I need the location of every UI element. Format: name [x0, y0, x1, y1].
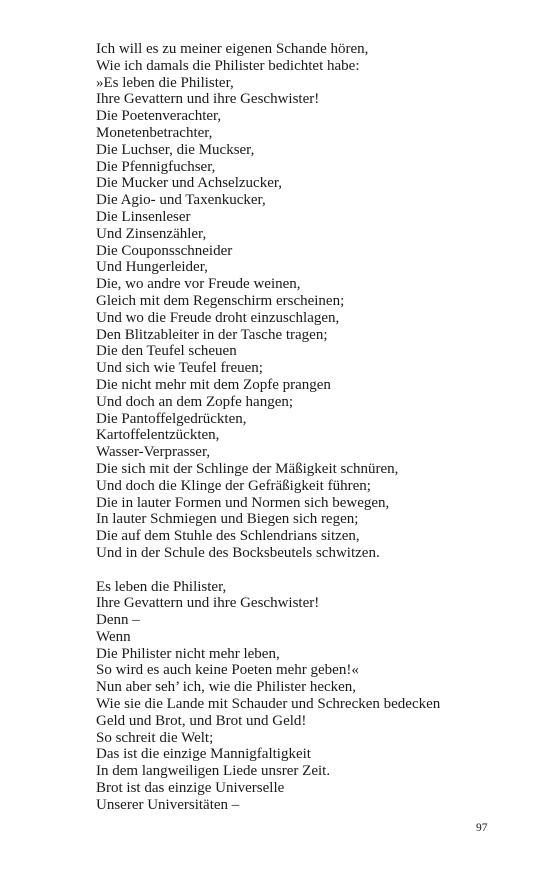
poem-line: Die in lauter Formen und Normen sich bewegen,: [96, 494, 390, 511]
poem-line: So schreit die Welt;: [96, 729, 214, 746]
poem-line: »Es leben die Philister,: [96, 74, 234, 91]
poem-line: Es leben die Philister,: [96, 578, 227, 595]
poem-line: In dem langweiligen Liede unsrer Zeit.: [96, 763, 331, 780]
poem-text: [96, 41, 516, 814]
page-number: 97: [476, 822, 488, 834]
poem-line: Und wo die Freude droht einzuschlagen,: [96, 309, 340, 326]
poem-line: Die Luchser, die Muckser,: [96, 141, 255, 158]
poem-line: Den Blitzableiter in der Tasche tragen;: [96, 326, 328, 343]
poem-line: Und Zinsenzähler,: [96, 225, 207, 242]
poem-line: Die Pantoffelgedrückten,: [96, 410, 247, 427]
poem-line: Das ist die einzige Mannigfaltigkeit: [96, 746, 311, 763]
poem-line: Die den Teufel scheuen: [96, 343, 237, 360]
poem-line: Und sich wie Teufel freuen;: [96, 360, 263, 377]
poem-line: In lauter Schmiegen und Biegen sich regen;: [96, 511, 359, 528]
poem-line: Die Agio- und Taxenkucker,: [96, 192, 266, 209]
poem-line: Die Pfennigfuchser,: [96, 158, 216, 175]
poem-line: Ihre Gevattern und ihre Geschwister!: [96, 91, 320, 108]
poem-line: Gleich mit dem Regenschirm erscheinen;: [96, 292, 345, 309]
poem-line: Denn –: [96, 612, 140, 629]
stanza: [96, 579, 516, 814]
poem-line: Nun aber seh’ ich, wie die Philister hecken,: [96, 679, 357, 696]
poem-line: Wasser-Verprasser,: [96, 444, 211, 461]
poem-line: Die, wo andre vor Freude weinen,: [96, 276, 301, 293]
poem-line: Und in der Schule des Bocksbeutels schwitzen.: [96, 544, 380, 561]
poem-line: So wird es auch keine Poeten mehr geben!«: [96, 662, 359, 679]
poem-line: Wie sie die Lande mit Schauder und Schrecken bedecken: [96, 696, 441, 713]
poem-line: Unserer Universitäten –: [96, 796, 240, 813]
poem-line: Ihre Gevattern und ihre Geschwister!: [96, 595, 320, 612]
poem-line: Die nicht mehr mit dem Zopfe prangen: [96, 376, 331, 393]
poem-line: Monetenbetrachter,: [96, 124, 213, 141]
poem-line: Die Mucker und Achselzucker,: [96, 175, 282, 192]
poem-line: Brot ist das einzige Universelle: [96, 780, 285, 797]
poem-line: Die Linsenleser: [96, 208, 191, 225]
poem-line: Die sich mit der Schlinge der Mäßigkeit schnüren,: [96, 460, 399, 477]
poem-line: Und doch an dem Zopfe hangen;: [96, 393, 294, 410]
stanza: [96, 41, 516, 562]
poem-line: Wie ich damals die Philister bedichtet habe:: [96, 57, 360, 74]
poem-line: Kartoffelentzückten,: [96, 427, 220, 444]
poem-line: Ich will es zu meiner eigenen Schande hören,: [96, 41, 369, 57]
poem-line: Die auf dem Stuhle des Schlendrians sitzen,: [96, 528, 360, 545]
poem-line: Und doch die Klinge der Gefräßigkeit führen;: [96, 477, 371, 494]
poem-line: Die Philister nicht mehr leben,: [96, 645, 280, 662]
poem-line: Die Poetenverachter,: [96, 108, 222, 125]
poem-line: Und Hungerleider,: [96, 259, 208, 276]
poem-line: Geld und Brot, und Brot und Geld!: [96, 712, 307, 729]
poem-line: Wenn: [96, 628, 131, 645]
poem-line: Die Couponsschneider: [96, 242, 233, 259]
